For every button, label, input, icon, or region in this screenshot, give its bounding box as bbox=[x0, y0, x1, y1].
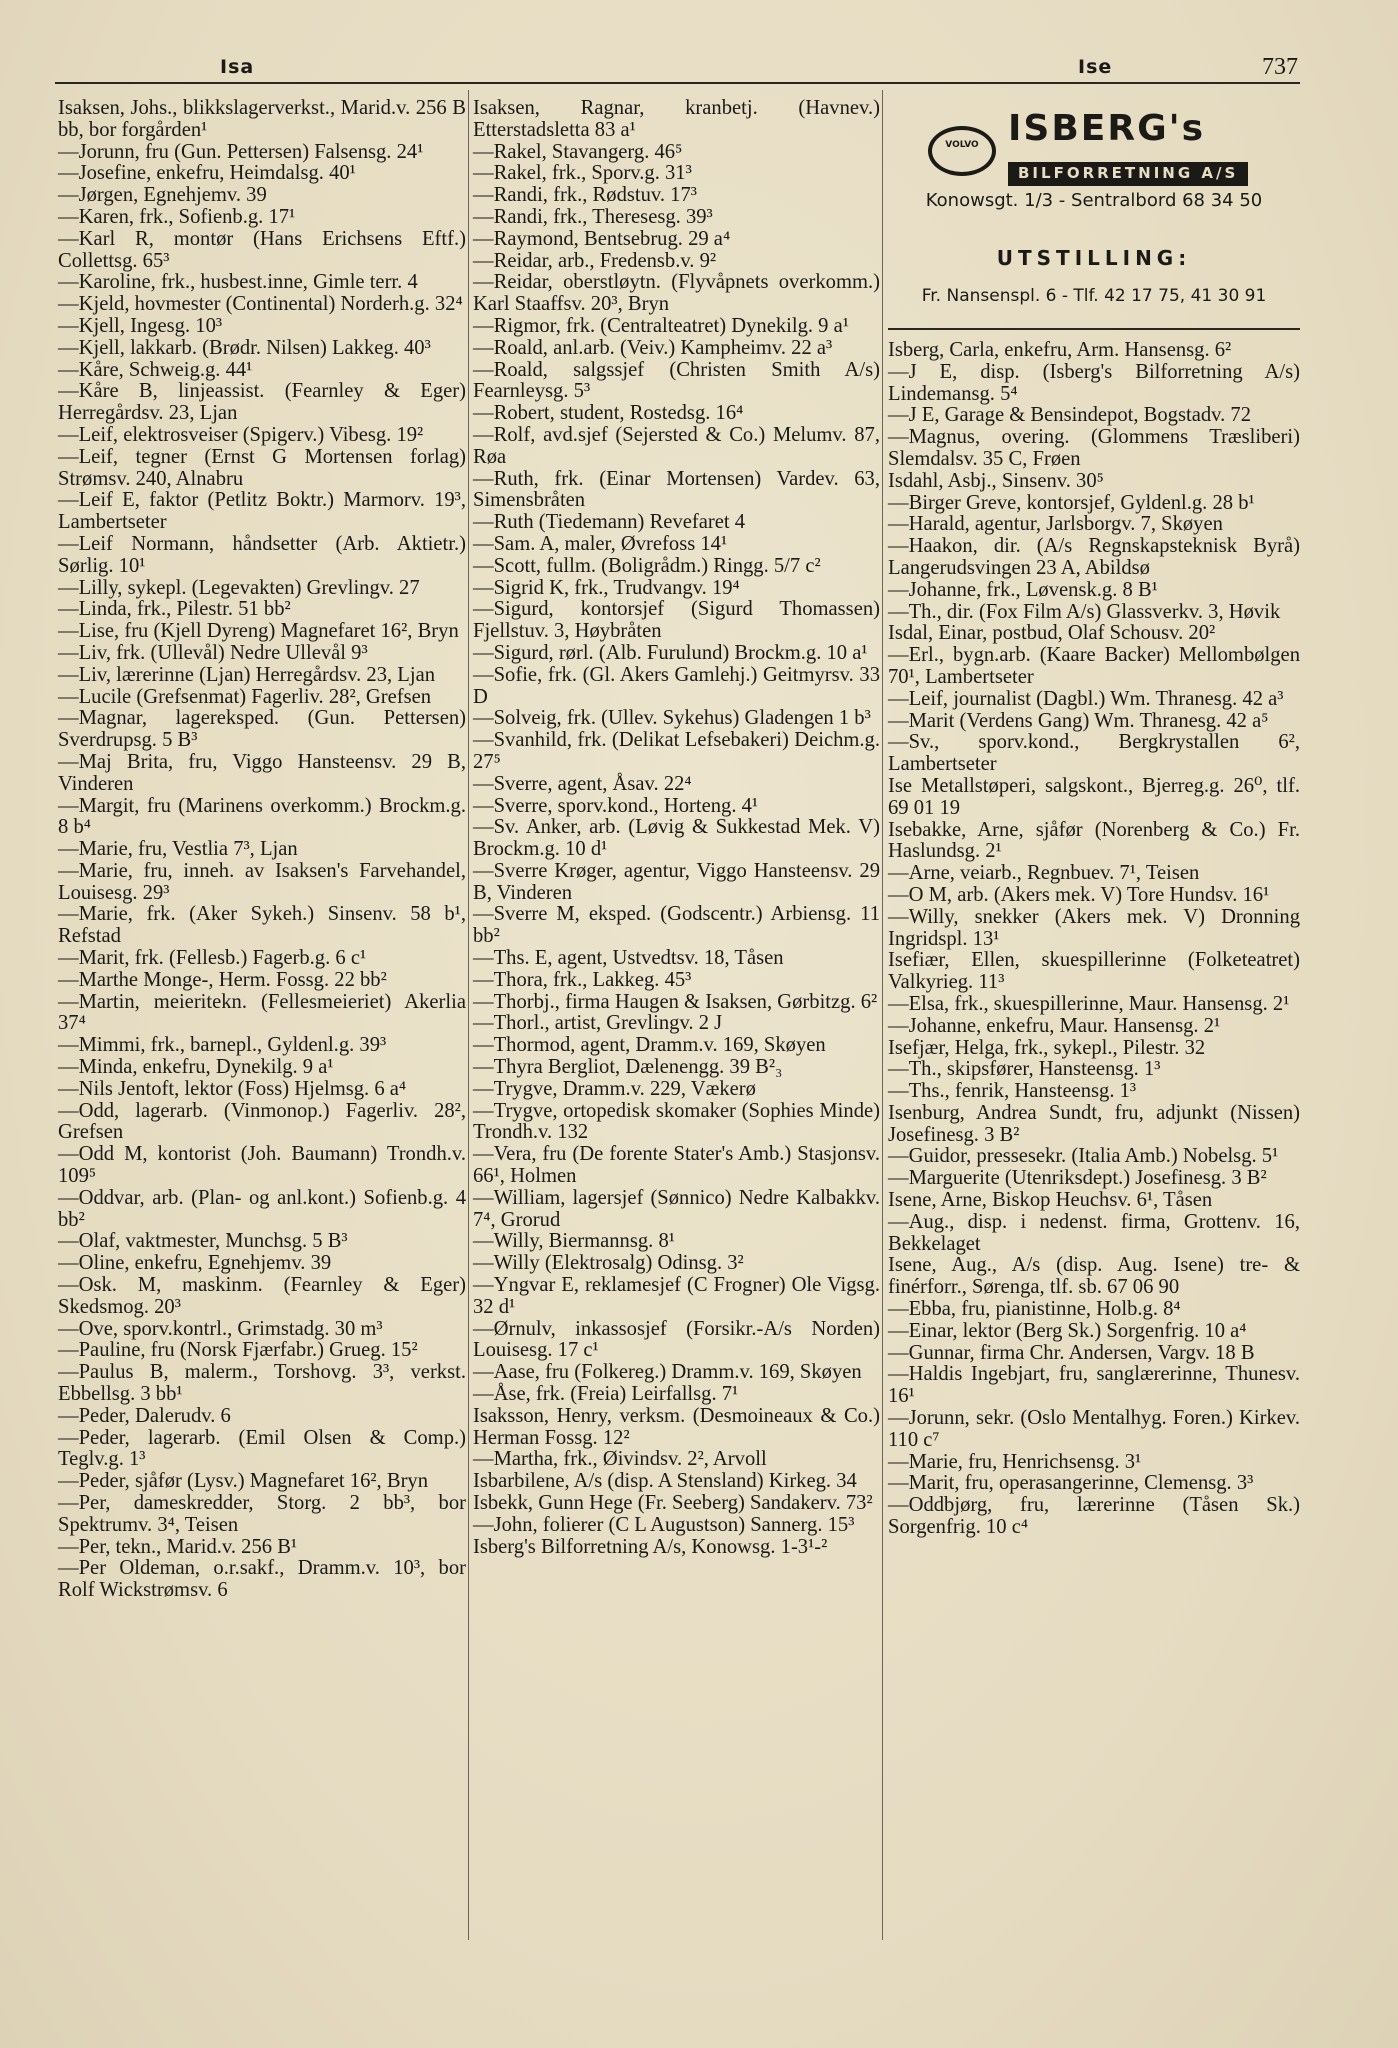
directory-entry: —Willy, Biermannsg. 8¹ bbox=[473, 1230, 675, 1253]
directory-entry: —Thora, frk., Lakkeg. 45³ bbox=[473, 968, 692, 991]
directory-entry: —Birger Greve, kontorsjef, Gyldenl.g. 28 b¹ bbox=[888, 491, 1255, 514]
ad-logo bbox=[928, 108, 1288, 182]
directory-entry: —William, lagersjef (Sønnico) Nedre Kalbakkv. 7⁴, Grorud bbox=[473, 1186, 880, 1231]
directory-entry: —Minda, enkefru, Dynekilg. 9 a¹ bbox=[58, 1056, 334, 1079]
directory-entry: —J E, Garage & Bensindepot, Bogstadv. 72 bbox=[888, 404, 1252, 427]
ad-brand: ISBERG's bbox=[1008, 108, 1206, 149]
directory-entry: Isene, Arne, Biskop Heuchsv. 6¹, Tåsen bbox=[888, 1189, 1213, 1212]
directory-entry: —Erl., bygn.arb. (Kaare Backer) Mellombølgen 70¹, Lambertseter bbox=[888, 644, 1300, 688]
directory-entry: —Thyra Bergliot, Dælenengg. 39 B²₃ bbox=[473, 1056, 783, 1079]
directory-entry: —Sigrid K, frk., Trudvangv. 19⁴ bbox=[473, 576, 740, 599]
directory-entry: —Sv., sporv.kond., Bergkrystallen 6², Lambertseter bbox=[888, 731, 1300, 776]
directory-entry: —Jørgen, Egnehjemv. 39 bbox=[58, 184, 267, 207]
directory-entry: —Kjeld, hovmester (Continental) Norderh.g. 32⁴ bbox=[58, 293, 463, 316]
directory-entry: —Per, dameskredder, Storg. 2 bb³, bor Spektrumv. 3⁴, Teisen bbox=[58, 1492, 466, 1536]
directory-entry: —Gunnar, firma Chr. Andersen, Vargv. 18 B bbox=[888, 1341, 1255, 1364]
column-3 bbox=[888, 98, 1300, 1539]
directory-entry: —Marie, frk. (Aker Sykeh.) Sinsenv. 58 b¹, Refstad bbox=[58, 903, 466, 948]
directory-entry: —Marie, fru, Vestlia 7³, Ljan bbox=[58, 838, 298, 861]
directory-entry: —Willy, snekker (Akers mek. V) Dronning Ingridspl. 13¹ bbox=[888, 905, 1300, 950]
directory-entry: —Ruth (Tiedemann) Revefaret 4 bbox=[473, 511, 746, 534]
directory-entry: Isdahl, Asbj., Sinsenv. 30⁵ bbox=[888, 469, 1104, 492]
directory-entry: —Rolf, avd.sjef (Sejersted & Co.) Melumv. 87, Røa bbox=[473, 423, 880, 468]
running-head-left: Isa bbox=[220, 56, 255, 78]
directory-entry: —Kjell, lakkarb. (Brødr. Nilsen) Lakkeg. 40³ bbox=[58, 336, 431, 359]
directory-entry: —Willy (Elektrosalg) Odinsg. 3² bbox=[473, 1252, 744, 1275]
directory-entry: —Ths., fenrik, Hansteensg. 1³ bbox=[888, 1080, 1137, 1103]
directory-entry: Isenburg, Andrea Sundt, fru, adjunkt (Nissen) Josefinesg. 3 B² bbox=[888, 1101, 1300, 1146]
directory-entry: —Johanne, enkefru, Maur. Hansensg. 2¹ bbox=[888, 1014, 1221, 1037]
directory-entry: —Svanhild, frk. (Delikat Lefsebakeri) Deichm.g. 27⁵ bbox=[473, 729, 880, 773]
directory-entry: —Magnus, overing. (Glommens Træsliberi) Slemdalsv. 35 C, Frøen bbox=[888, 426, 1300, 470]
directory-entry: —Jorunn, fru (Gun. Pettersen) Falsensg. 24¹ bbox=[58, 140, 424, 163]
directory-entry: —Ths. E, agent, Ustvedtsv. 18, Tåsen bbox=[473, 947, 784, 970]
directory-entry: —Leif, journalist (Dagbl.) Wm. Thranesg. 42 a³ bbox=[888, 687, 1284, 710]
directory-entry: Ise Metallstøperi, salgskont., Bjerreg.g. 26⁰, tlf. 69 01 19 bbox=[888, 774, 1300, 819]
directory-entry: —Osk. M, maskinm. (Fearnley & Eger) Skedsmog. 20³ bbox=[58, 1274, 466, 1318]
directory-entry: —Magnar, lagereksped. (Gun. Pettersen) Sverdrupsg. 5 B³ bbox=[58, 707, 466, 752]
directory-entry: —Sigurd, rørl. (Alb. Furulund) Brockm.g. 10 a¹ bbox=[473, 641, 868, 664]
ad-subbrand: BILFORRETNING A/S bbox=[1008, 162, 1248, 186]
directory-entry: —Harald, agentur, Jarlsborgv. 7, Skøyen bbox=[888, 513, 1223, 536]
directory-entry: Isefjær, Helga, frk., sykepl., Pilestr. 32 bbox=[888, 1036, 1206, 1059]
directory-entry: —Roald, anl.arb. (Veiv.) Kampheimv. 22 a³ bbox=[473, 336, 833, 359]
header-rule bbox=[55, 82, 1300, 84]
directory-entry: —Oddbjørg, fru, lærerinne (Tåsen Sk.) Sorgenfrig. 10 c⁴ bbox=[888, 1494, 1300, 1539]
column-1 bbox=[58, 98, 466, 1602]
directory-entry: —Th., skipsfører, Hansteensg. 1³ bbox=[888, 1058, 1161, 1081]
directory-entry: —Raymond, Bentsebrug. 29 a⁴ bbox=[473, 227, 731, 250]
directory-entry: —Marie, fru, Henrichsensg. 3¹ bbox=[888, 1450, 1142, 1473]
directory-entry: Isene, Aug., A/s (disp. Aug. Isene) tre- & finérforr., Sørenga, tlf. sb. 67 06 90 bbox=[888, 1254, 1300, 1299]
directory-entry: —Pauline, fru (Norsk Fjærfabr.) Grueg. 15² bbox=[58, 1339, 418, 1362]
directory-entry: —Aase, fru (Folkereg.) Dramm.v. 169, Skøyen bbox=[473, 1361, 862, 1384]
directory-entry: Isberg's Bilforretning A/s, Konowsg. 1-3¹-² bbox=[473, 1535, 828, 1558]
directory-entry: —Elsa, frk., skuespillerinne, Maur. Hansensg. 2¹ bbox=[888, 992, 1290, 1015]
directory-entry: —Josefine, enkefru, Heimdalsg. 40¹ bbox=[58, 162, 356, 185]
directory-entry: —Sverre, sporv.kond., Horteng. 4¹ bbox=[473, 794, 759, 817]
directory-entry: —Roald, salgssjef (Christen Smith A/s) Fearnleysg. 5³ bbox=[473, 358, 880, 403]
directory-entry: Isefiær, Ellen, skuespillerinne (Folketeatret) Valkyrieg. 11³ bbox=[888, 949, 1300, 994]
directory-entry: —Haakon, dir. (A/s Regnskapsteknisk Byrå) Langerudsvingen 23 A, Abildsø bbox=[888, 535, 1300, 579]
directory-entry: Isdal, Einar, postbud, Olaf Schousv. 20² bbox=[888, 622, 1216, 645]
directory-entry: —Sofie, frk. (Gl. Akers Gamlehj.) Geitmyrsv. 33 D bbox=[473, 663, 880, 708]
directory-entry: —Sigurd, kontorsjef (Sigurd Thomassen) Fjellstuv. 3, Høybråten bbox=[473, 598, 880, 643]
directory-entry: Isebakke, Arne, sjåfør (Norenberg & Co.) Fr. Haslundsg. 2¹ bbox=[888, 818, 1300, 863]
directory-entry: —Marit (Verdens Gang) Wm. Thranesg. 42 a⁵ bbox=[888, 709, 1269, 732]
directory-entry: —Lilly, sykepl. (Legevakten) Grevlingv. 27 bbox=[58, 576, 420, 599]
directory-entry: Isbekk, Gunn Hege (Fr. Seeberg) Sandakerv. 73² bbox=[473, 1492, 873, 1514]
directory-entry: —Martin, meieritekn. (Fellesmeieriet) Akerlia 37⁴ bbox=[58, 990, 466, 1035]
directory-entry: —J E, disp. (Isberg's Bilforretning A/s) Lindemansg. 5⁴ bbox=[888, 360, 1300, 405]
directory-entry: —Reidar, oberstløytn. (Flyvåpnets overkomm.) Karl Staaffsv. 20³, Bryn bbox=[473, 271, 880, 316]
directory-entry: —Reidar, arb., Fredensb.v. 9² bbox=[473, 249, 717, 272]
directory-entry: —Einar, lektor (Berg Sk.) Sorgenfrig. 10 a⁴ bbox=[888, 1319, 1247, 1342]
directory-entry: —Haldis Ingebjart, fru, sanglærerinne, Thunesv. 16¹ bbox=[888, 1363, 1300, 1408]
directory-entry: —Mimmi, frk., barnepl., Gyldenl.g. 39³ bbox=[58, 1034, 387, 1057]
directory-entry: —Oline, enkefru, Egnehjemv. 39 bbox=[58, 1252, 332, 1275]
directory-entry: —Ove, sporv.kontrl., Grimstadg. 30 m³ bbox=[58, 1317, 383, 1340]
directory-entry: —Guidor, pressesekr. (Italia Amb.) Nobelsg. 5¹ bbox=[888, 1145, 1279, 1168]
directory-entry: —Solveig, frk. (Ullev. Sykehus) Gladengen 1 b³ bbox=[473, 707, 871, 730]
directory-entry: —Kåre B, linjeassist. (Fearnley & Eger) Herregårdsv. 23, Ljan bbox=[58, 380, 466, 425]
directory-entry: —Peder, lagerarb. (Emil Olsen & Comp.) Teglv.g. 1³ bbox=[58, 1426, 466, 1471]
directory-entry: —Olaf, vaktmester, Munchsg. 5 B³ bbox=[58, 1230, 348, 1253]
directory-entry: —Karoline, frk., husbest.inne, Gimle terr. 4 bbox=[58, 271, 418, 294]
directory-entry: —Per, tekn., Marid.v. 256 B¹ bbox=[58, 1535, 298, 1558]
directory-entry: —Thormod, agent, Dramm.v. 169, Skøyen bbox=[473, 1034, 826, 1057]
directory-entry: —Trygve, ortopedisk skomaker (Sophies Minde) Trondh.v. 132 bbox=[473, 1099, 880, 1144]
directory-entry: Isaksson, Henry, verksm. (Desmoineaux & Co.) Herman Fossg. 12² bbox=[473, 1404, 880, 1449]
directory-entry: —Odd M, kontorist (Joh. Baumann) Trondh.v. 109⁵ bbox=[58, 1143, 466, 1188]
directory-entry: Isberg, Carla, enkefru, Arm. Hansensg. 6² bbox=[888, 339, 1232, 361]
directory-entry: —Martha, frk., Øivindsv. 2², Arvoll bbox=[473, 1448, 767, 1471]
directory-entry: —Arne, veiarb., Regnbuev. 7¹, Teisen bbox=[888, 862, 1200, 885]
directory-entry: —Leif E, faktor (Petlitz Boktr.) Marmorv. 19³, Lambertseter bbox=[58, 489, 466, 534]
directory-entry: —Thorbj., firma Haugen & Isaksen, Gørbitzg. 6² bbox=[473, 990, 878, 1013]
directory-entry: —Åse, frk. (Freia) Leirfallsg. 7¹ bbox=[473, 1383, 739, 1406]
directory-entry: —Peder, Dalerudv. 6 bbox=[58, 1404, 231, 1427]
directory-entry: —Lise, fru (Kjell Dyreng) Magnefaret 16², Bryn bbox=[58, 620, 459, 643]
directory-entry: —Liv, lærerinne (Ljan) Herregårdsv. 23, Ljan bbox=[58, 663, 436, 686]
directory-entry: —Lucile (Grefsenmat) Fagerliv. 28², Grefsen bbox=[58, 685, 432, 708]
directory-entry: —Rigmor, frk. (Centralteatret) Dynekilg. 9 a¹ bbox=[473, 314, 849, 337]
directory-entry: —Ørnulv, inkassosjef (Forsikr.-A/s Norden) Louisesg. 17 c¹ bbox=[473, 1317, 880, 1362]
directory-entry: —Leif Normann, håndsetter (Arb. Aktietr.) Sørlig. 10¹ bbox=[58, 532, 466, 577]
directory-entry: —Trygve, Dramm.v. 229, Vækerø bbox=[473, 1077, 756, 1100]
ad-exhibit-title: UTSTILLING: bbox=[996, 246, 1192, 270]
directory-entry: —Jorunn, sekr. (Oslo Mentalhyg. Foren.) Kirkev. 110 c⁷ bbox=[888, 1407, 1300, 1451]
directory-entry: —Rakel, Stavangerg. 46⁵ bbox=[473, 140, 683, 163]
directory-entry: —Liv, frk. (Ullevål) Nedre Ullevål 9³ bbox=[58, 641, 368, 664]
directory-entry: —Th., dir. (Fox Film A/s) Glassverkv. 3, Høvik bbox=[888, 600, 1281, 623]
directory-entry: —Odd, lagerarb. (Vinmonop.) Fagerliv. 28², Grefsen bbox=[58, 1099, 466, 1144]
directory-entry: —Margit, fru (Marinens overkomm.) Brockm.g. 8 b⁴ bbox=[58, 794, 466, 839]
directory-entry: —Marit, fru, operasangerinne, Clemensg. 3³ bbox=[888, 1472, 1254, 1495]
directory-entry: —Karen, frk., Sofienb.g. 17¹ bbox=[58, 205, 296, 228]
directory-entry: —Leif, elektrosveiser (Spigerv.) Vibesg. 19² bbox=[58, 423, 424, 446]
directory-entry: —Randi, frk., Rødstuv. 17³ bbox=[473, 184, 697, 207]
directory-entry: —Karl R, montør (Hans Erichsens Eftf.) Collettsg. 65³ bbox=[58, 227, 466, 272]
directory-entry: —Rakel, frk., Sporv.g. 31³ bbox=[473, 162, 692, 185]
directory-entry: Isaksen, Johs., blikkslagerverkst., Marid.v. 256 B bb, bor forgården¹ bbox=[58, 97, 466, 141]
directory-entry: —Ruth, frk. (Einar Mortensen) Vardev. 63, Simensbråten bbox=[473, 467, 880, 512]
directory-entry: —Linda, frk., Pilestr. 51 bb² bbox=[58, 598, 291, 621]
isberg-advertisement bbox=[888, 98, 1300, 330]
directory-entry: —Leif, tegner (Ernst G Mortensen forlag) Strømsv. 240, Alnabru bbox=[58, 445, 466, 490]
directory-entry: —Marguerite (Utenriksdept.) Josefinesg. 3 B² bbox=[888, 1167, 1267, 1190]
directory-entry: —Johanne, frk., Løvensk.g. 8 B¹ bbox=[888, 578, 1158, 601]
column-3-entries bbox=[888, 340, 1300, 1539]
directory-entry: —Scott, fullm. (Boligrådm.) Ringg. 5/7 c² bbox=[473, 554, 821, 577]
directory-entry: —Kåre, Schweig.g. 44¹ bbox=[58, 358, 253, 381]
directory-entry: —Ebba, fru, pianistinne, Holb.g. 8⁴ bbox=[888, 1298, 1181, 1321]
directory-entry: —O M, arb. (Akers mek. V) Tore Hundsv. 16¹ bbox=[888, 883, 1270, 906]
directory-entry: —Marie, fru, inneh. av Isaksen's Farvehandel, Louisesg. 29³ bbox=[58, 859, 466, 904]
column-divider bbox=[468, 90, 469, 1940]
directory-entry: —Robert, student, Rostedsg. 16⁴ bbox=[473, 402, 744, 425]
directory-entry: —Thorl., artist, Grevlingv. 2 J bbox=[473, 1012, 723, 1035]
directory-entry: —Marit, frk. (Fellesb.) Fagerb.g. 6 c¹ bbox=[58, 947, 367, 970]
column-2 bbox=[473, 98, 880, 1558]
directory-entry: —Sv. Anker, arb. (Løvig & Sukkestad Mek. V) Brockm.g. 10 d¹ bbox=[473, 816, 880, 861]
volvo-badge-text: VOLVO bbox=[945, 140, 979, 150]
directory-entry: Isbarbilene, A/s (disp. A Stensland) Kirkeg. 34 bbox=[473, 1470, 857, 1493]
directory-entry: —Per Oldeman, o.r.sakf., Dramm.v. 10³, bor Rolf Wickstrømsv. 6 bbox=[58, 1557, 466, 1602]
directory-entry: —Kjell, Ingesg. 10³ bbox=[58, 314, 223, 337]
running-head-right: Ise bbox=[1078, 56, 1113, 78]
column-divider bbox=[882, 90, 883, 1940]
directory-entry: —Paulus B, malerm., Torshovg. 3³, verkst. Ebbellsg. 3 bb¹ bbox=[58, 1361, 466, 1406]
ad-address: Konowsgt. 1/3 - Sentralbord 68 34 50 bbox=[925, 190, 1263, 211]
directory-entry: —Randi, frk., Theresesg. 39³ bbox=[473, 205, 713, 228]
directory-entry: —Marthe Monge-, Herm. Fossg. 22 bb² bbox=[58, 968, 387, 991]
directory-entry: Isaksen, Ragnar, kranbetj. (Havnev.) Etterstadsletta 83 a¹ bbox=[473, 97, 880, 141]
directory-entry: —Oddvar, arb. (Plan- og anl.kont.) Sofienb.g. 4 bb² bbox=[58, 1186, 466, 1231]
directory-entry: —Sverre, agent, Åsav. 22⁴ bbox=[473, 772, 692, 795]
directory-entry: —Sverre Krøger, agentur, Viggo Hansteensv. 29 B, Vinderen bbox=[473, 859, 880, 904]
directory-entry: —Sam. A, maler, Øvrefoss 14¹ bbox=[473, 532, 728, 555]
ad-exhibit-address: Fr. Nansenspl. 6 - Tlf. 42 17 75, 41 30 91 bbox=[921, 286, 1267, 306]
directory-entry: —Peder, sjåfør (Lysv.) Magnefaret 16², Bryn bbox=[58, 1470, 429, 1493]
directory-entry: —John, folierer (C L Augustson) Sannerg. 15³ bbox=[473, 1513, 855, 1536]
directory-entry: —Sverre M, eksped. (Godscentr.) Arbiensg. 11 bb² bbox=[473, 903, 880, 948]
directory-entry: —Vera, fru (De forente Stater's Amb.) Stasjonsv. 66¹, Holmen bbox=[473, 1143, 880, 1188]
directory-entry: —Nils Jentoft, lektor (Foss) Hjelmsg. 6 a⁴ bbox=[58, 1077, 407, 1100]
directory-entry: —Maj Brita, fru, Viggo Hansteensv. 29 B, Vinderen bbox=[58, 750, 466, 795]
directory-entry: —Aug., disp. i nedenst. firma, Grottenv. 16, Bekkelaget bbox=[888, 1210, 1300, 1255]
page-number: 737 bbox=[1262, 54, 1298, 80]
directory-entry: —Yngvar E, reklamesjef (C Frogner) Ole Vigsg. 32 d¹ bbox=[473, 1274, 880, 1318]
